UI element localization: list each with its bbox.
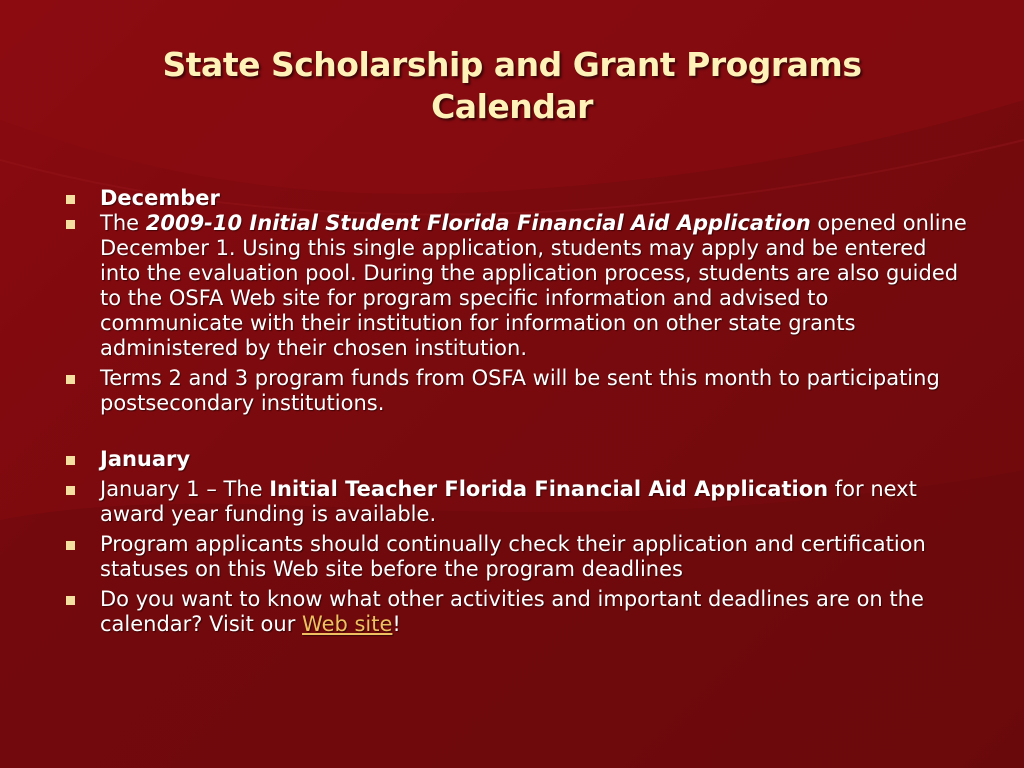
december-item2: Terms 2 and 3 program funds from OSFA will be sent this month to participating postsecondary institutions. [100,366,940,415]
january-item2: Program applicants should continually check their application and certification statuses on this Web site before the program deadlines [100,532,926,581]
title-line-2: Calendar [431,87,593,126]
december-item1-emphasis: 2009-10 Initial Student Florida Financial Aid Application [145,211,811,235]
title-line-1: State Scholarship and Grant Programs [162,45,862,84]
january-item1-emphasis: Initial Teacher Florida Financial Aid Application [269,477,829,501]
december-item1-suffix: opened online December 1. Using this single application, students may apply and be entered into the evaluation pool. During the application process, students are also guided to the OSFA Web site for program specific information and advised to communicate with their institution for information on other state grants administered by their chosen institution. [100,211,967,360]
square-bullet-icon [66,456,75,465]
slide-title [60,44,964,128]
january-item3-prefix: Do you want to know what other activities and important deadlines are on the calendar? Visit our [100,587,924,636]
january-item1-prefix: January 1 – The [100,477,270,501]
web-site-link[interactable]: Web site [302,612,393,636]
december-item1-prefix: The [100,211,146,235]
list-item-december-application [62,211,967,361]
square-bullet-icon [66,195,75,204]
list-item-january-calendar [62,587,967,637]
january-heading: January [100,447,191,471]
list-item-december-heading [62,186,967,211]
january-item1-suffix: for next award year funding is available. [100,477,917,526]
list-item-january-teacher-application [62,477,967,527]
square-bullet-icon [66,596,75,605]
square-bullet-icon [66,220,75,229]
list-item-january-statuses [62,532,967,582]
slide-body [62,186,967,637]
square-bullet-icon [66,486,75,495]
list-item-january-heading [62,447,967,472]
square-bullet-icon [66,375,75,384]
january-item3-suffix: ! [392,612,401,636]
december-heading: December [100,186,220,210]
square-bullet-icon [66,541,75,550]
list-item-december-funds [62,366,967,416]
